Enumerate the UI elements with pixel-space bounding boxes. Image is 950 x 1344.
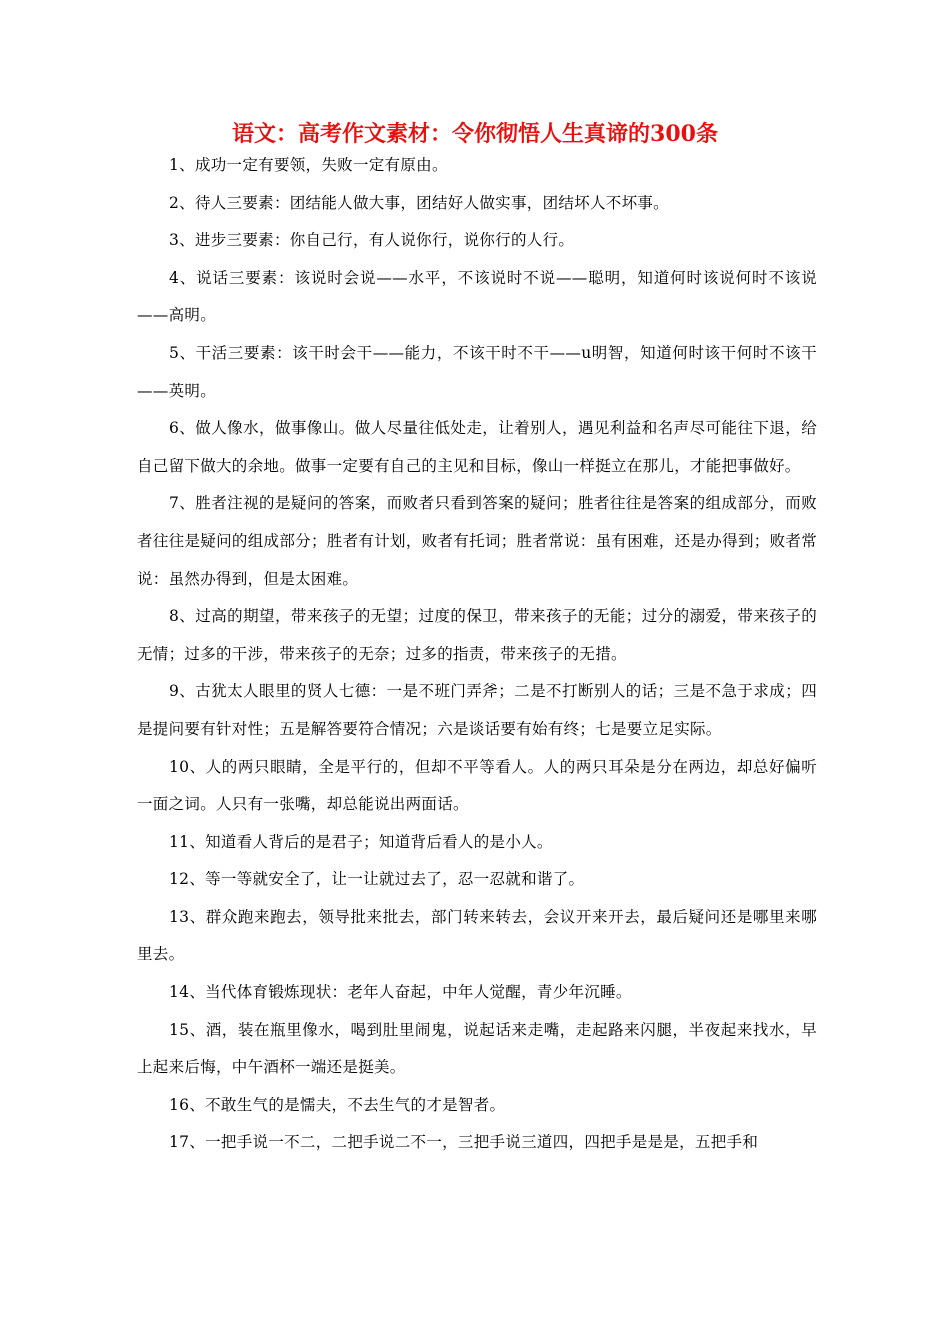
paragraph: 12、等一等就安全了，让一让就过去了，忍一忍就和谐了。 — [169, 870, 585, 889]
paragraph: 11、知道看人背后的是君子；知道背后看人的是小人。 — [169, 832, 553, 851]
paragraph: 10、人的两只眼睛，全是平行的，但却不平等看人。人的两只耳朵是分在两边，却总好偏听一面之词。人只有一张嘴，却总能说出两面话。 — [137, 757, 817, 814]
paragraph: 7、胜者注视的是疑问的答案，而败者只看到答案的疑问；胜者往往是答案的组成部分，而败者往往是疑问的组成部分；胜者有计划，败者有托词；胜者常说：虽有困难，还是办得到；败者常说：虽然办得到，但是太困难。 — [137, 494, 817, 588]
paragraph: 13、群众跑来跑去，领导批来批去，部门转来转去，会议开来开去，最后疑问还是哪里来哪里去。 — [137, 907, 817, 964]
paragraph: 8、过高的期望，带来孩子的无望；过度的保卫，带来孩子的无能；过分的溺爱，带来孩子的无情；过多的干涉，带来孩子的无奈；过多的指责，带来孩子的无措。 — [137, 607, 817, 663]
paragraph: 14、当代体育锻炼现状：老年人奋起，中年人觉醒，青少年沉睡。 — [169, 983, 632, 1002]
paragraph: 17、一把手说一不二，二把手说二不一，三把手说三道四，四把手是是是，五把手和 — [169, 1133, 759, 1152]
document-body — [137, 147, 817, 1162]
paragraph: 16、不敢生气的是懦夫，不去生气的才是智者。 — [169, 1095, 506, 1114]
paragraph: 5、干活三要素：该干时会干——能力，不该干时不干——u明智，知道何时该干何时不该干——英明。 — [137, 343, 817, 400]
paragraph: 2、待人三要素：团结能人做大事，团结好人做实事，团结坏人不坏事。 — [169, 193, 669, 212]
paragraph: 9、古犹太人眼里的贤人七德：一是不班门弄斧；二是不打断别人的话；三是不急于求成；四是提问要有针对性；五是解答要符合情况；六是谈话要有始有终；七是要立足实际。 — [137, 682, 817, 738]
paragraph: 3、进步三要素：你自己行，有人说你行，说你行的人行。 — [169, 231, 575, 250]
paragraph: 4、说话三要素：该说时会说——水平，不该说时不说——聪明，知道何时该说何时不该说——高明。 — [137, 268, 817, 325]
document-title: 语文：高考作文素材：令你彻悟人生真谛的300条 — [232, 121, 718, 147]
paragraph: 1、成功一定有要领，失败一定有原由。 — [169, 156, 448, 174]
paragraph: 15、酒，装在瓶里像水，喝到肚里闹鬼，说起话来走嘴，走起路来闪腿，半夜起来找水，早上起来后悔，中午酒杯一端还是挺美。 — [137, 1020, 817, 1077]
paragraph: 6、做人像水，做事像山。做人尽量往低处走，让着别人，遇见利益和名声尽可能往下退，给自己留下做大的余地。做事一定要有自己的主见和目标，像山一样挺立在那儿，才能把事做好。 — [137, 419, 817, 475]
